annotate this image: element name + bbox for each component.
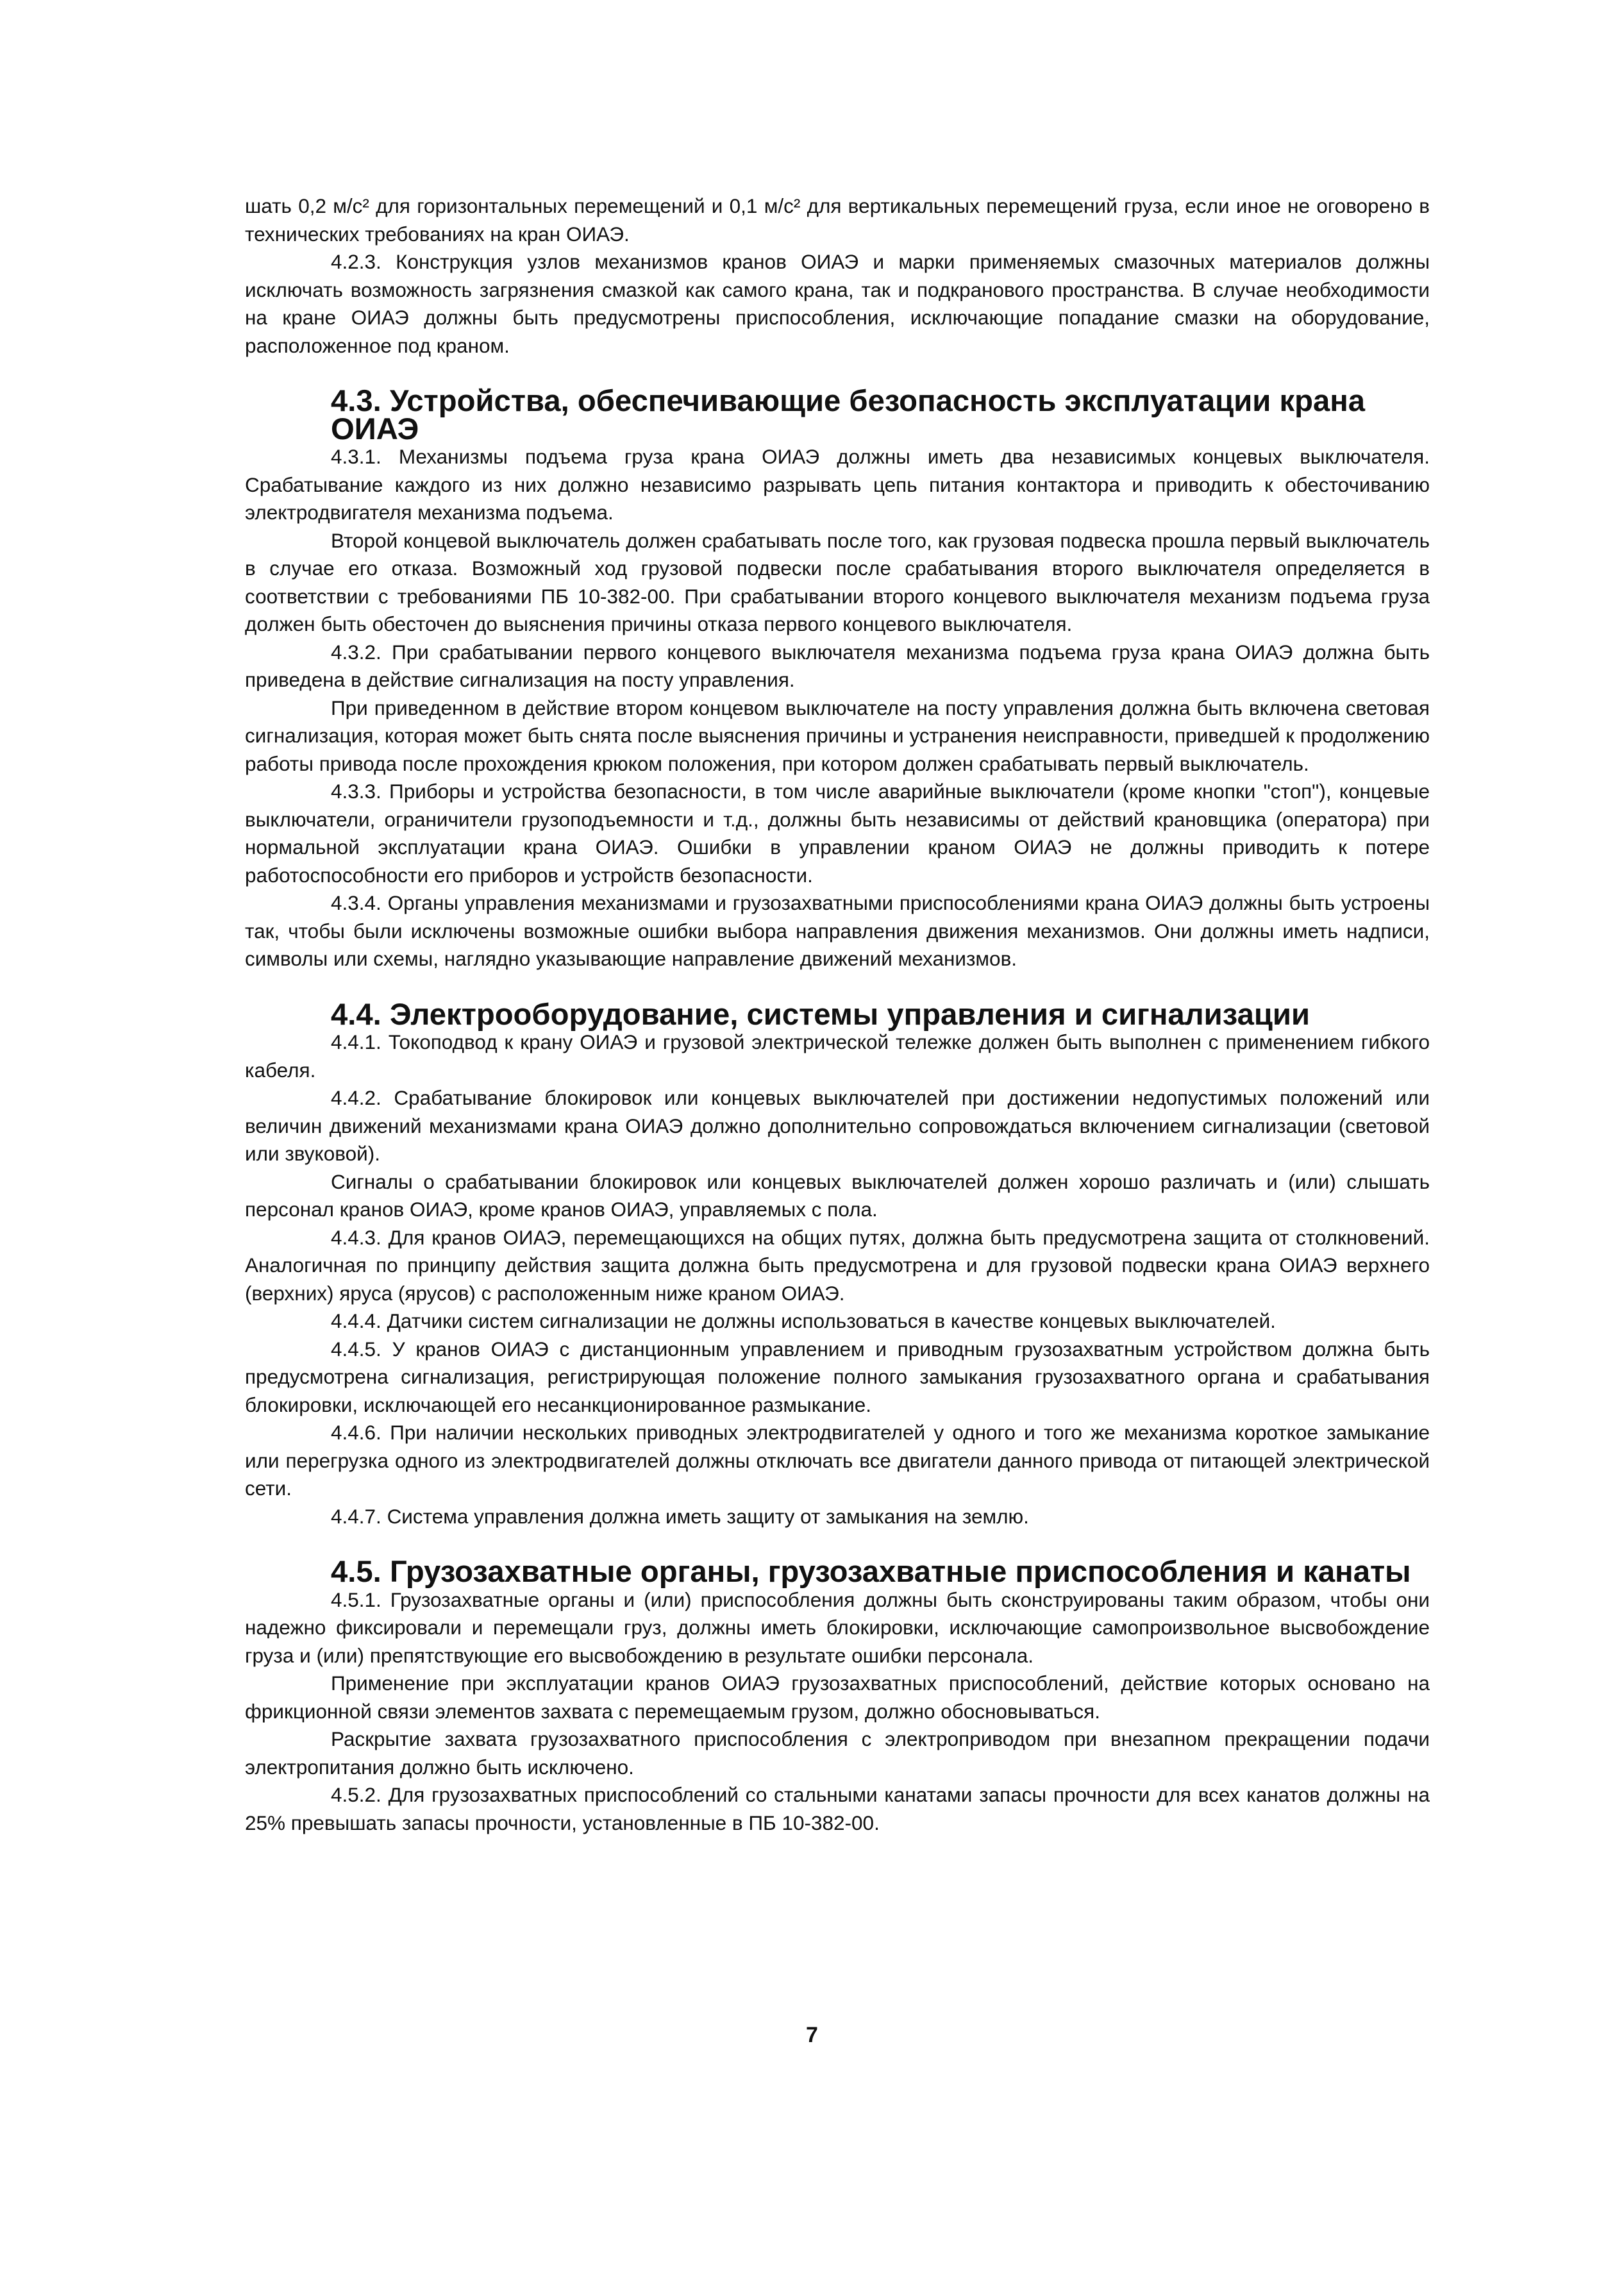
paragraph-continuation: шать 0,2 м/с² для горизонтальных перемещений и 0,1 м/с² для вертикальных перемещений груза, если иное не оговорено в технических требованиях на кран ОИАЭ. xyxy=(245,194,1430,246)
paragraph-4-5-2: 4.5.2. Для грузозахватных приспособлений со стальными канатами запасы прочности для всех канатов должны на 25% превышать запасы прочности, установленные в ПБ 10-382-00. xyxy=(245,1783,1430,1834)
paragraph-4-5-1: 4.5.1. Грузозахватные органы и (или) приспособления должны быть сконструированы таким образом, чтобы они надежно фиксировали и перемещали груз, должны иметь блокировки, исключающие самопроизвольное высвобождение груза и (или) препятствующие его высвобождению в результате ошибки персонала. xyxy=(245,1588,1430,1667)
paragraph-4-4-5: 4.4.5. У кранов ОИАЭ с дистанционным управлением и приводным грузозахватным устройством должна быть предусмотрена сигнализация, регистрирующая положение полного замыкания грузозахватного органа и срабатывания блокировки, исключающей его несанкционированное размыкание. xyxy=(245,1337,1430,1416)
document-body xyxy=(245,192,1430,1837)
section-heading-4-3: 4.3. Устройства, обеспечивающие безопасность эксплуатации крана ОИАЭ xyxy=(331,384,1366,446)
paragraph-4-4-6: 4.4.6. При наличии нескольких приводных электродвигателей у одного и того же механизма короткое замыкание или перегрузка одного из электродвигателей должны отключать все двигатели данного привода от питающей электрической сети. xyxy=(245,1421,1430,1500)
paragraph-4-3-1-second-switch: Второй концевой выключатель должен срабатывать после того, как грузовая подвеска прошла первый выключатель в случае его отказа. Возможный ход грузовой подвески после срабатывания второго выключателя определяется в соответствии с требованиями ПБ 10-382-00. При срабатывании второго концевого выключателя механизм подъема груза должен быть обесточен до выяснения причины отказа первого концевого выключателя. xyxy=(245,528,1430,635)
paragraph-4-3-4: 4.3.4. Органы управления механизмами и грузозахватными приспособлениями крана ОИАЭ должны быть устроены так, чтобы были исключены возможные ошибки выбора направления движения механизмов. Они должны иметь надписи, символы или схемы, наглядно указывающие направление движений механизмов. xyxy=(245,891,1430,970)
paragraph-4-3-2-light-signal: При приведенном в действие втором концевом выключателе на посту управления должна быть включена световая сигнализация, которая может быть снята после выяснения причины и устранения неисправности, приведшей к продолжению работы привода после прохождения крюком положения, при котором должен срабатывать первый выключатель. xyxy=(245,696,1430,775)
paragraph-4-4-2: 4.4.2. Срабатывание блокировок или концевых выключателей при достижении недопустимых положений или величин движений механизмами крана ОИАЭ должно дополнительно сопровождаться включением сигнализации (световой или звуковой). xyxy=(245,1086,1430,1165)
paragraph-4-2-3: 4.2.3. Конструкция узлов механизмов кранов ОИАЭ и марки применяемых смазочных материалов должны исключать возможность загрязнения смазкой как самого крана, так и подкранового пространства. В случае необходимости на кране ОИАЭ должны быть предусмотрены приспособления, исключающие попадание смазки на оборудование, расположенное под краном. xyxy=(245,250,1430,357)
paragraph-4-3-2: 4.3.2. При срабатывании первого концевого выключателя механизма подъема груза крана ОИАЭ должна быть приведена в действие сигнализация на посту управления. xyxy=(245,640,1430,691)
paragraph-4-3-1: 4.3.1. Механизмы подъема груза крана ОИАЭ должны иметь два независимых концевых выключателя. Срабатывание каждого из них должно независимо разрывать цепь питания контактора и приводить к обесточиванию электродвигателя механизма подъема. xyxy=(245,445,1430,524)
page-number: 7 xyxy=(806,2023,818,2047)
section-heading-4-4: 4.4. Электрооборудование, системы управления и сигнализации xyxy=(331,997,1310,1032)
paragraph-4-3-3: 4.3.3. Приборы и устройства безопасности, в том числе аварийные выключатели (кроме кнопки "стоп"), концевые выключатели, ограничители грузоподъемности и т.д., должны быть независимы от действий крановщика (оператора) при нормальной эксплуатации крана ОИАЭ. Ошибки в управлении краном ОИАЭ не должны приводить к потере работоспособности его приборов и устройств безопасности. xyxy=(245,780,1430,887)
paragraph-4-4-4: 4.4.4. Датчики систем сигнализации не должны использоваться в качестве концевых выключателей. xyxy=(331,1309,1276,1332)
paragraph-4-4-1: 4.4.1. Токоподвод к крану ОИАЭ и грузовой электрической тележке должен быть выполнен с применением гибкого кабеля. xyxy=(245,1030,1430,1082)
paragraph-4-4-3: 4.4.3. Для кранов ОИАЭ, перемещающихся на общих путях, должна быть предусмотрена защита от столкновений. Аналогичная по принципу действия защита должна быть предусмотрена и для грузовой подвески крана ОИАЭ верхнего (верхних) яруса (ярусов) с расположенным ниже краном ОИАЭ. xyxy=(245,1225,1430,1305)
section-heading-4-5: 4.5. Грузозахватные органы, грузозахватные приспособления и канаты xyxy=(331,1555,1411,1589)
paragraph-4-4-7: 4.4.7. Система управления должна иметь защиту от замыкания на землю. xyxy=(331,1504,1029,1528)
paragraph-4-4-2-signals: Сигналы о срабатывании блокировок или концевых выключателей должен хорошо различать и (или) слышать персонал кранов ОИАЭ, кроме кранов ОИАЭ, управляемых с пола. xyxy=(245,1169,1430,1221)
paragraph-4-5-1-power-loss: Раскрытие захвата грузозахватного приспособления с электроприводом при внезапном прекращении подачи электропитания должно быть исключено. xyxy=(245,1727,1430,1779)
paragraph-4-5-1-friction: Применение при эксплуатации кранов ОИАЭ грузозахватных приспособлений, действие которых основано на фрикционной связи элементов захвата с перемещаемым грузом, должно обосновываться. xyxy=(245,1672,1430,1723)
